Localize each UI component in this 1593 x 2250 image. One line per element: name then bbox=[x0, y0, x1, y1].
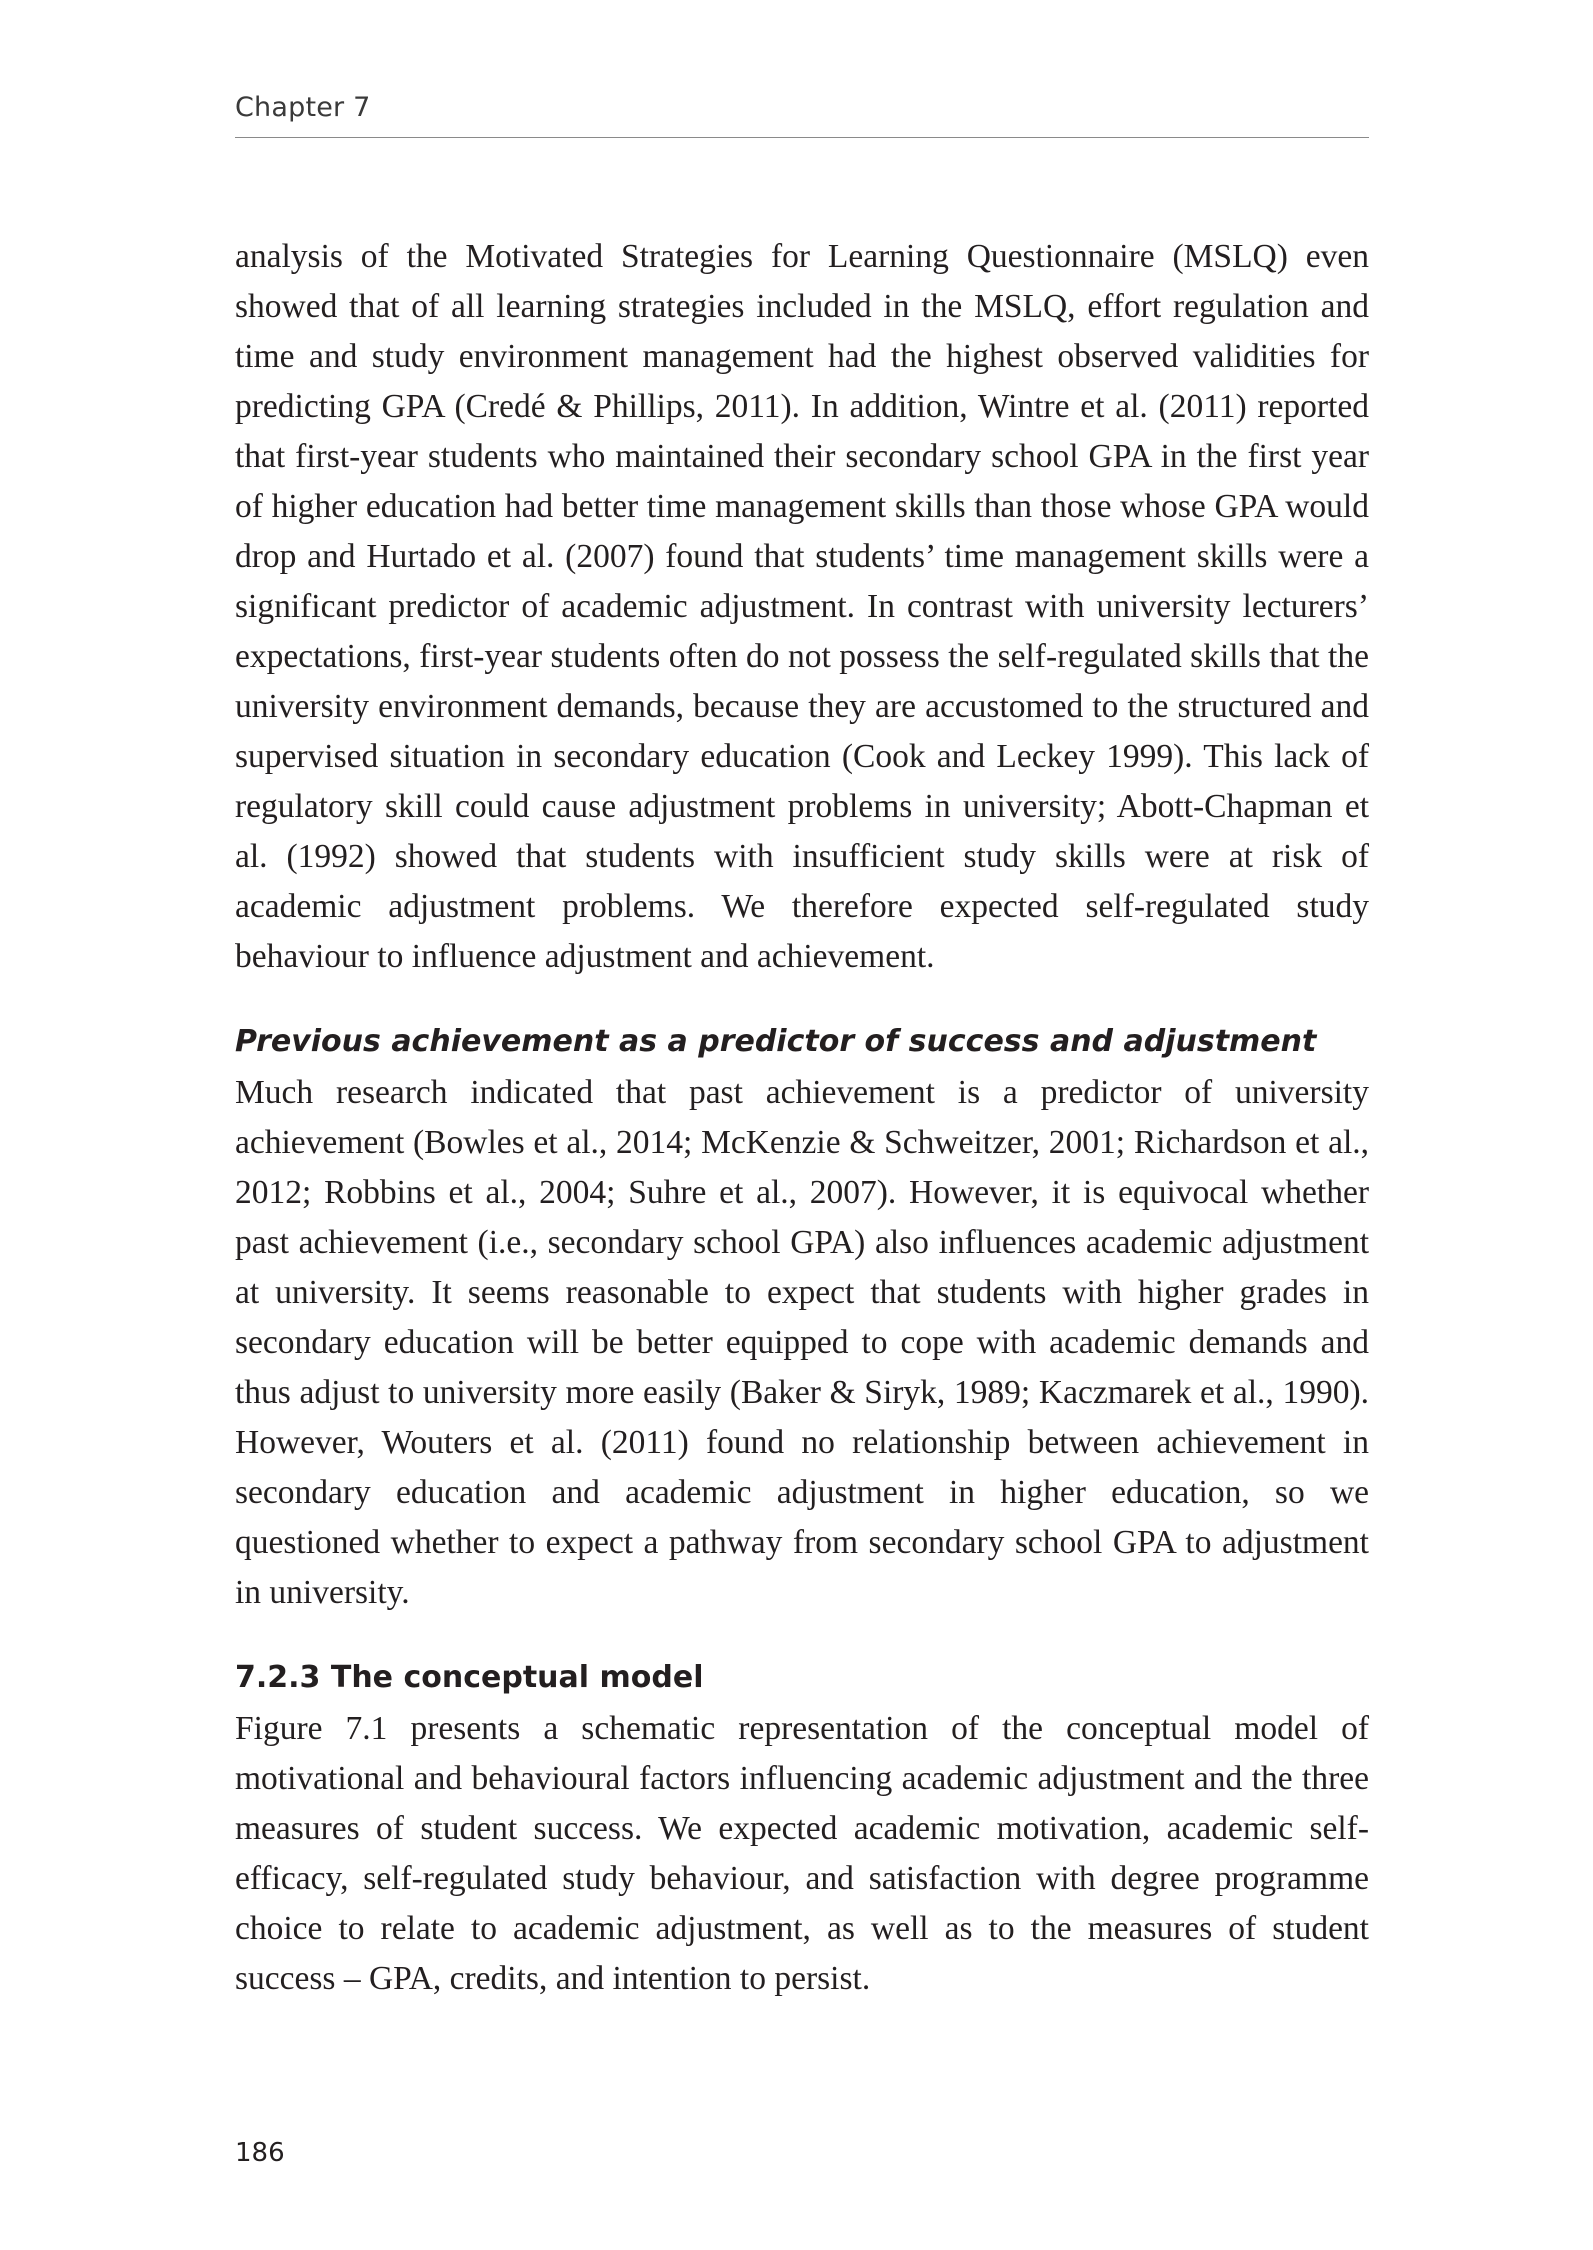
subheading-previous-achievement: Previous achievement as a predictor of success and adjustment bbox=[235, 1024, 1317, 1059]
page-body bbox=[235, 232, 1369, 2004]
body-paragraph-1: analysis of the Motivated Strategies for Learning Questionnaire (MSLQ) even showed that of all learning strategies included in the MSLQ, effort regulation and time and study environment management had the highest observed validities for predicting GPA (Credé & Phillips, 2011). In addition, Wintre et al. (2011) reported that first-year students who maintained their secondary school GPA in the first year of higher education had better time management skills than those whose GPA would drop and Hurtado et al. (2007) found that students’ time management skills were a significant predictor of academic adjustment. In contrast with university lecturers’ expectations, first-year students often do not possess the self-regulated skills that the university environment demands, because they are accustomed to the structured and supervised situation in secondary education (Cook and Leckey 1999). This lack of regulatory skill could cause adjustment problems in university; Abott-Chapman et al. (1992) showed that students with insufficient study skills were at risk of academic adjustment problems. We therefore expected self-regulated study behaviour to influence adjustment and achievement. bbox=[235, 238, 1369, 975]
header-divider bbox=[235, 137, 1369, 138]
body-paragraph-2: Much research indicated that past achievement is a predictor of university achievement (Bowles et al., 2014; McKenzie & Schweitzer, 2001; Richardson et al., 2012; Robbins et al., 2004; Suhre et al., 2007). However, it is equivocal whether past achievement (i.e., secondary school GPA) also influences academic adjustment at university. It seems reasonable to expect that students with higher grades in secondary education will be better equipped to cope with academic demands and thus adjust to university more easily (Baker & Siryk, 1989; Kaczmarek et al., 1990). However, Wouters et al. (2011) found no relationship between achievement in secondary education and academic adjustment in higher education, so we questioned whether to expect a pathway from secondary school GPA to adjustment in university. bbox=[235, 1074, 1369, 1611]
running-head: Chapter 7 bbox=[235, 92, 371, 123]
section-heading-conceptual-model: 7.2.3 The conceptual model bbox=[235, 1660, 704, 1695]
page-number: 186 bbox=[235, 2138, 285, 2168]
body-paragraph-3: Figure 7.1 presents a schematic representation of the conceptual model of motivational and behavioural factors influencing academic adjustment and the three measures of student success. We expected academic motivation, academic self-efficacy, self-regulated study behaviour, and satisfaction with degree programme choice to relate to academic adjustment, as well as to the measures of student success – GPA, credits, and intention to persist. bbox=[235, 1710, 1369, 1997]
